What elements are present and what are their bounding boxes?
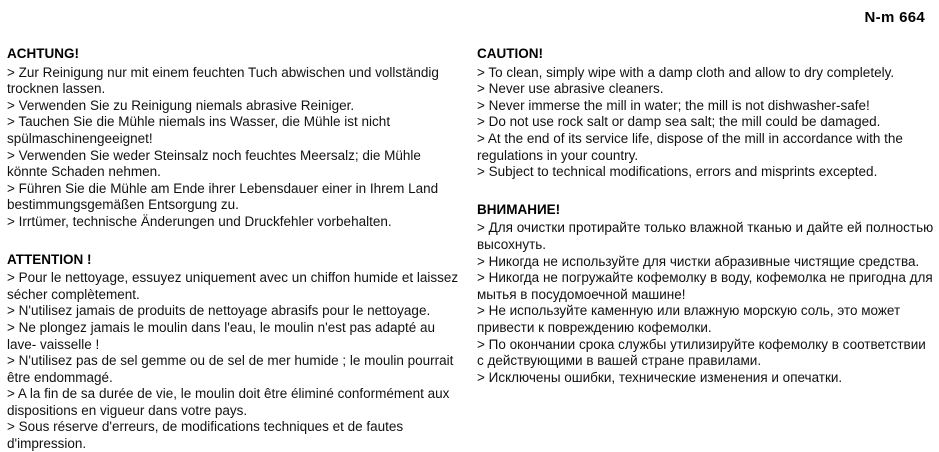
instruction-line: > Pour le nettoyage, essuyez uniquement avec un chiffon humide et laissez sécher complètement. <box>7 270 459 302</box>
instruction-line: > At the end of its service life, dispose of the mill in accordance with the regulations in your country. <box>477 130 903 163</box>
instruction-line: > Verwenden Sie zu Reinigung niemals abrasive Reiniger. <box>7 97 355 113</box>
section-english <box>477 46 935 181</box>
section-russian <box>477 202 935 387</box>
instruction-line: > Никогда не погружайте кофемолку в воду, кофемолка не пригодна для мытья в посудомоечной машине! <box>477 270 933 302</box>
instruction-line: > Никогда не используйте для чистки абразивные чистящие средства. <box>477 253 920 269</box>
instruction-line: > Tauchen Sie die Mühle niemals ins Wasser, die Mühle ist nicht spülmaschinengeeignet! <box>7 114 391 146</box>
instruction-line: > Do not use rock salt or damp sea salt; the mill could be damaged. <box>477 114 881 130</box>
right-column <box>477 46 935 407</box>
section-french <box>7 252 465 452</box>
instruction-line: > N'utilisez jamais de produits de nettoyage abrasifs pour le nettoyage. <box>7 303 431 319</box>
instruction-line: > По окончании срока службы утилизируйте кофемолку в соответствии с действующими в вашей стране правилами. <box>477 336 926 369</box>
instruction-line: > Never immerse the mill in water; the mill is not dishwasher-safe! <box>477 97 870 113</box>
instruction-line: > A la fin de sa durée de vie, le moulin doit être éliminé conformément aux dispositions en vigueur dans votre pays. <box>7 386 450 418</box>
instruction-line: > Irrtümer, technische Änderungen und Druckfehler vorbehalten. <box>7 213 392 229</box>
left-column <box>7 46 465 452</box>
instruction-line: > Zur Reinigung nur mit einem feuchten Tuch abwischen und vollständig trocknen lassen. <box>7 64 439 97</box>
instruction-line: > Исключены ошибки, технические изменения и опечатки. <box>477 369 843 385</box>
instruction-line: > Не используйте каменную или влажную морскую соль, это может привести к повреждению кофемолки. <box>477 303 901 335</box>
section-heading-french: ATTENTION ! <box>7 251 92 267</box>
instruction-line: > Ne plongez jamais le moulin dans l'eau, le moulin n'est pas adapté au lave- vaisselle ! <box>7 319 436 352</box>
instruction-line: > Never use abrasive cleaners. <box>477 81 664 97</box>
instruction-line: > Verwenden Sie weder Steinsalz noch feuchtes Meersalz; die Mühle könnte Schaden nehmen. <box>7 147 421 180</box>
section-heading-german: ACHTUNG! <box>7 46 79 61</box>
doc-code: N-m 664 <box>864 9 925 26</box>
instruction-line: > Subject to technical modifications, errors and misprints excepted. <box>477 164 878 180</box>
instruction-line: > N'utilisez pas de sel gemme ou de sel de mer humide ; le moulin pourrait être endommagé. <box>7 353 454 385</box>
instruction-line: > Sous réserve d'erreurs, de modifications techniques et de fautes d'impression. <box>7 419 404 452</box>
instruction-line: > To clean, simply wipe with a damp cloth and allow to dry completely. <box>477 64 895 80</box>
section-german <box>7 46 465 231</box>
instruction-line: > Führen Sie die Mühle am Ende ihrer Lebensdauer einer in Ihrem Land bestimmungsgemäßen Entsorgung zu. <box>7 180 439 213</box>
section-heading-english: CAUTION! <box>477 46 543 61</box>
section-heading-russian: ВНИМАНИЕ! <box>477 201 561 217</box>
instruction-line: > Для очистки протирайте только влажной тканью и дайте ей полностью высохнуть. <box>477 220 934 252</box>
